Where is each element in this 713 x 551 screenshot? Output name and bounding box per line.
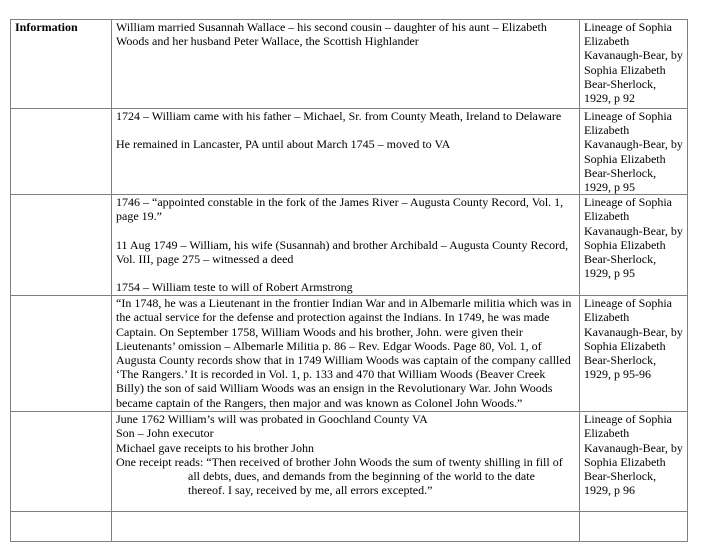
row-label: [11, 296, 112, 412]
table-row: [11, 512, 688, 542]
row-label: [11, 109, 112, 195]
info-text: One receipt reads: “Then received of brother John Woods the sum of twenty shilling in fill of: [116, 454, 563, 469]
info-text: Son – John executor: [116, 426, 214, 441]
table-row: [11, 195, 688, 296]
info-text: thereof. I say, received by me, all errors excepted.”: [188, 483, 433, 498]
info-text: Michael gave receipts to his brother John: [116, 440, 314, 455]
info-cell: [112, 412, 580, 512]
row-label: [11, 412, 112, 512]
information-table: [10, 19, 688, 542]
row-label: [11, 195, 112, 296]
empty-cell: [112, 512, 580, 542]
info-text: all debts, dues, and demands from the beginning of the world to the date: [188, 469, 535, 484]
empty-cell: [11, 512, 112, 542]
table-row: [11, 412, 688, 512]
info-cell: [112, 109, 580, 195]
info-text: “In 1748, he was a Lieutenant in the frontier Indian War and in Albemarle militia which was in the actual service for the defense and protection against the Indians. In 1749, he was made Captain. On September 1758, William Woods and his brother, John. were given their Lieutenants’ omission – Albemarle Militia p. 86 – Rev. Edgar Woods. Page 80, Vol. 1, of Augusta County records show that in 1749 William Woods was captain of the company callled ‘The Rangers.’ It is recorded in Vol. 1, p. 133 and 470 that William Woods (Beaver Creek Billy) the son of said William Woods was an ensign in the Revolutionary War. John Woods became captain of the Rangers, then major and was known as Colonel John Woods.”: [116, 296, 572, 410]
info-text: William married Susannah Wallace – his second cousin – daughter of his aunt – Elizabeth Woods and her husband Peter Wallace, the Scottish Highlander: [116, 20, 547, 49]
source-cell: Lineage of Sophia Elizabeth Kavanaugh-Bear, by Sophia Elizabeth Bear-Sherlock, 1929, p 92: [580, 20, 688, 109]
source-cell: Lineage of Sophia Elizabeth Kavanaugh-Bear, by Sophia Elizabeth Bear-Sherlock, 1929, p 95: [580, 109, 688, 195]
table-row: [11, 20, 688, 109]
table-row: [11, 109, 688, 195]
table-row: [11, 296, 688, 412]
info-cell: [112, 20, 580, 109]
source-cell: Lineage of Sophia Elizabeth Kavanaugh-Bear, by Sophia Elizabeth Bear-Sherlock, 1929, p 96: [580, 412, 688, 512]
info-text: 1724 – William came with his father – Michael, Sr. from County Meath, Ireland to Delaware: [116, 109, 562, 123]
info-text: 1746 – “appointed constable in the fork of the James River – Augusta County Record, Vol. 1, page 19.”: [116, 195, 564, 224]
info-text: 1754 – William teste to will of Robert Armstrong: [116, 280, 353, 295]
info-text: 11 Aug 1749 – William, his wife (Susannah) and brother Archibald – Augusta County Record, Vol. III, page 275 – witnessed a deed: [116, 237, 569, 267]
info-text: June 1762 William’s will was probated in Goochland County VA: [116, 412, 428, 427]
info-text: He remained in Lancaster, PA until about March 1745 – moved to VA: [116, 137, 451, 152]
source-cell: Lineage of Sophia Elizabeth Kavanaugh-Bear, by Sophia Elizabeth Bear-Sherlock, 1929, p 95: [580, 195, 688, 296]
info-cell: [112, 195, 580, 296]
empty-cell: [580, 512, 688, 542]
row-label: Information: [11, 20, 112, 109]
info-cell: [112, 296, 580, 412]
source-cell: Lineage of Sophia Elizabeth Kavanaugh-Bear, by Sophia Elizabeth Bear-Sherlock, 1929, p 95-96: [580, 296, 688, 412]
